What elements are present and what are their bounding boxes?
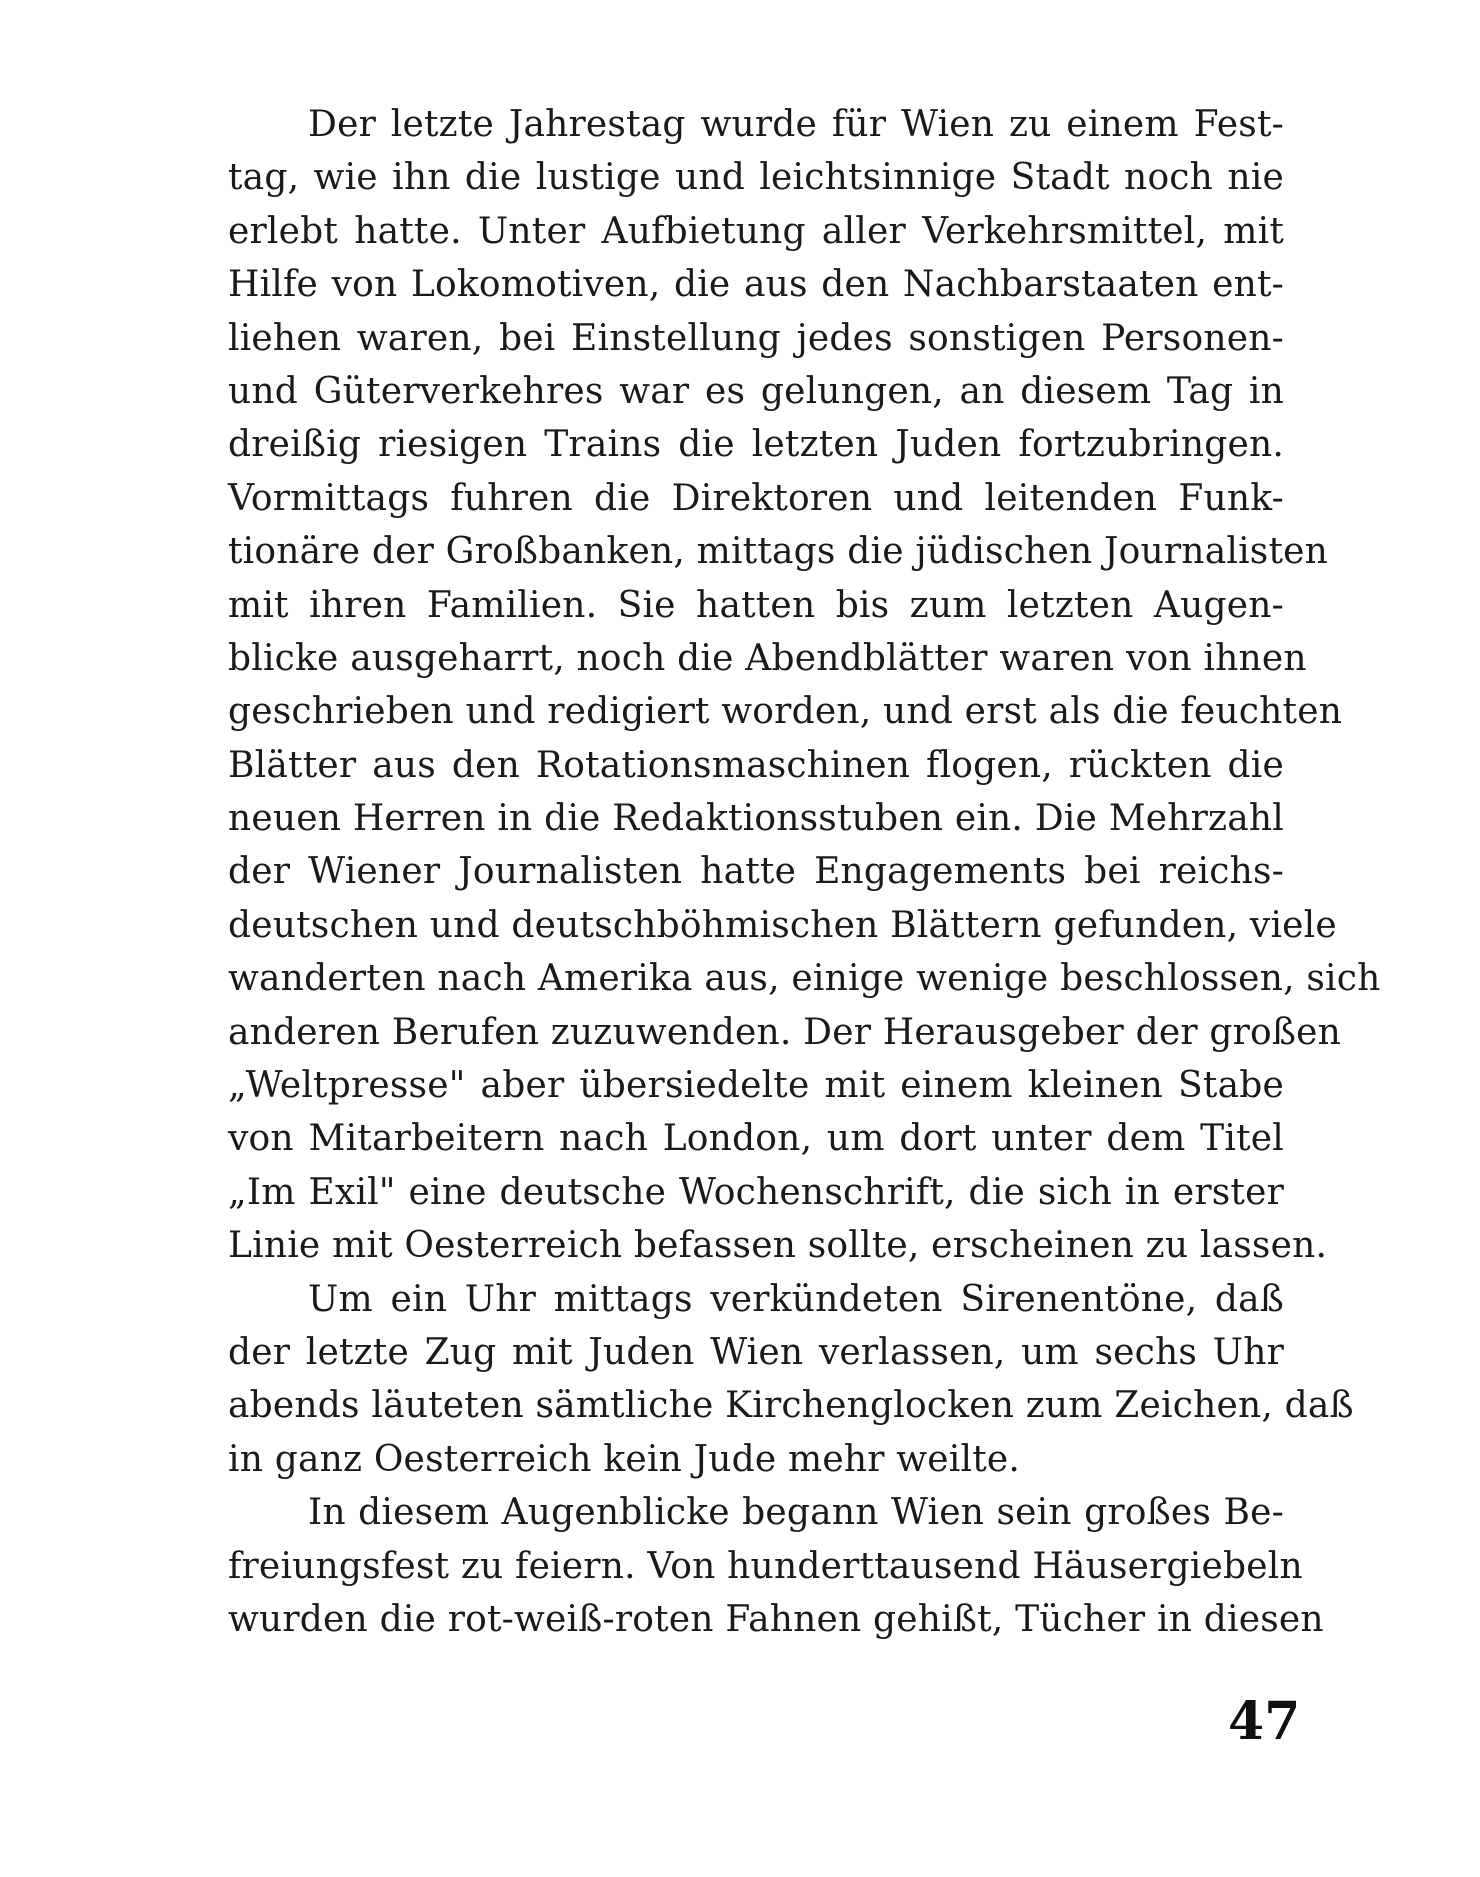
text-line: wanderten nach Amerika aus, einige wenige beschlossen, sich (228, 958, 1381, 1000)
text-line: neuen Herren in die Redaktionsstuben ein. Die Mehrzahl (228, 798, 1284, 840)
text-line: Linie mit Oesterreich befassen sollte, erscheinen zu lassen. (228, 1225, 1328, 1267)
text-line: Um ein Uhr mittags verkündeten Sirenentöne, daß (308, 1278, 1284, 1320)
text-line: „Im Exil" eine deutsche Wochenschrift, die sich in erster (228, 1171, 1284, 1213)
text-line: Blätter aus den Rotationsmaschinen flogen, rückten die (228, 744, 1284, 786)
text-line: in ganz Oesterreich kein Jude mehr weilte. (228, 1438, 1021, 1480)
text-line: geschrieben und redigiert worden, und erst als die feuchten (228, 691, 1343, 733)
text-line: Der letzte Jahrestag wurde für Wien zu einem Fest- (308, 104, 1284, 145)
text-line: dreißig riesigen Trains die letzten Juden fortzubringen. (228, 424, 1284, 466)
text-line: tionäre der Großbanken, mittags die jüdischen Journalisten (228, 531, 1329, 573)
text-line: von Mitarbeitern nach London, um dort unter dem Titel (228, 1118, 1284, 1160)
text-line: blicke ausgeharrt, noch die Abendblätter waren von ihnen (228, 637, 1307, 679)
text-line: freiungsfest zu feiern. Von hunderttausend Häusergiebeln (228, 1545, 1303, 1587)
page-number: 47 (1228, 1691, 1301, 1752)
text-line: mit ihren Familien. Sie hatten bis zum letzten Augen- (228, 584, 1284, 626)
text-line: „Weltpresse" aber übersiedelte mit einem kleinen Stabe (228, 1065, 1284, 1107)
text-line: liehen waren, bei Einstellung jedes sonstigen Personen- (228, 317, 1284, 359)
body-text (228, 98, 1381, 1646)
text-line: und Güterverkehres war es gelungen, an diesem Tag in (228, 370, 1284, 412)
text-line: erlebt hatte. Unter Aufbietung aller Verkehrsmittel, mit (228, 210, 1284, 252)
text-line: abends läuteten sämtliche Kirchenglocken zum Zeichen, daß (228, 1385, 1354, 1427)
text-line: tag, wie ihn die lustige und leichtsinnige Stadt noch nie (228, 157, 1284, 199)
text-line: Hilfe von Lokomotiven, die aus den Nachbarstaaten ent- (228, 264, 1284, 306)
text-line: der Wiener Journalisten hatte Engagements bei reichs- (228, 851, 1284, 893)
text-line: anderen Berufen zuzuwenden. Der Herausgeber der großen (228, 1011, 1342, 1053)
text-line: In diesem Augenblicke begann Wien sein großes Be- (308, 1492, 1284, 1534)
text-line: Vormittags fuhren die Direktoren und leitenden Funk- (228, 477, 1284, 519)
text-line: wurden die rot-weiß-roten Fahnen gehißt, Tücher in diesen (228, 1598, 1324, 1640)
text-line: der letzte Zug mit Juden Wien verlassen, um sechs Uhr (228, 1331, 1284, 1373)
text-line: deutschen und deutschböhmischen Blättern gefunden, viele (228, 904, 1337, 946)
